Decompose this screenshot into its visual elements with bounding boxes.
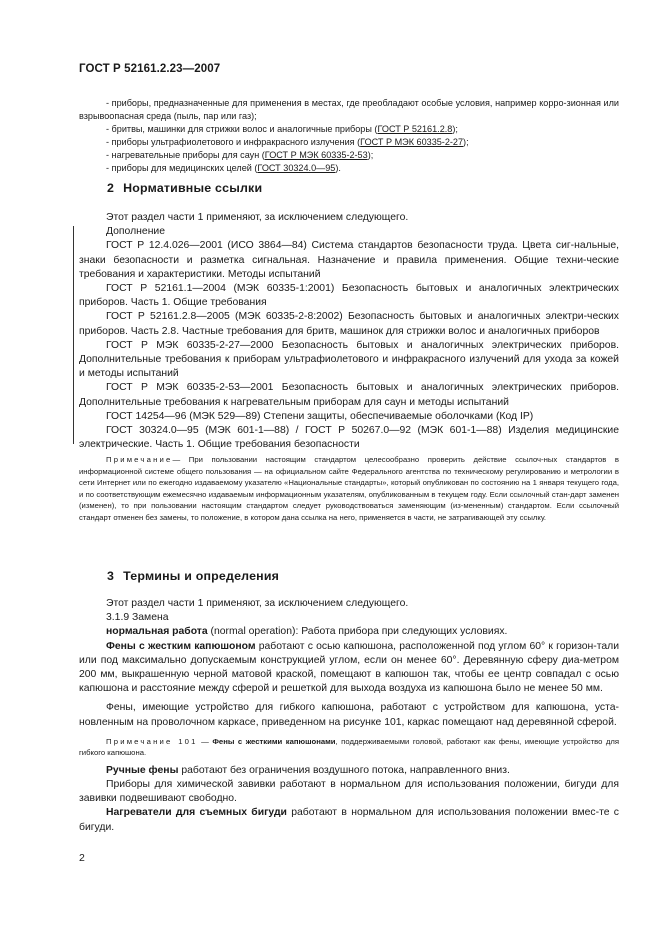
change-bar <box>73 226 74 444</box>
intro-list <box>79 97 619 176</box>
section-2-note: Примечание— При пользовании настоящим стандартом целесообразно проверить действие ссылоч-ных стандартов в информационной системе общего пользования — на официальном сайте Федерального агентства по техническому регулированию и метрологии в сети Интернет или по ежегодно издаваемому указателю «Национальные стандарты», который опубликован по состоянию на 1 января текущего года, и по соответствующим ежемесячно издаваемым информационным указателям, опубликованным в текущем году. Если ссылочный стан-дарт заменен (изменен), то при пользовании настоящим стандартом следует руководствоваться заменяющим (из-мененным) стандартом. Если ссылочный стандарт отменен без замены, то положение, в котором дана ссылка на него, применяется в части, не затрагивающей эту ссылку. <box>79 455 619 522</box>
list-item: - приборы ультрафиолетового и инфракрасного излучения (ГОСТ Р МЭК 60335-2-27); <box>106 137 469 148</box>
paragraph-curler-heaters: Нагреватели для съемных бигуди работают в нормальном для использования положении вмес-те с бигуди. <box>79 807 619 833</box>
page-number: 2 <box>79 852 85 864</box>
definition-normal-operation: нормальная работа (normal operation): Работа прибора при следующих условиях. <box>106 626 508 638</box>
section-3-intro: Этот раздел части 1 применяют, за исключением следующего. <box>106 598 409 609</box>
list-item: - приборы для медицинских целей (ГОСТ 30324.0—95). <box>106 163 341 174</box>
note-101: Примечание 101 — Фены с жесткими капюшонами, поддерживаемыми головой, работают как фены, имеющие устройство для гибкого капюшона. <box>79 736 620 758</box>
list-item: - нагревательные приборы для саун (ГОСТ Р МЭК 60335-2-53); <box>106 150 374 161</box>
normative-ref: ГОСТ Р МЭК 60335-2-53—2001 Безопасность бытовых и аналогичных электрических приборов. Дополнительные требования к нагревательным приборам для саун и методы испытаний <box>79 382 619 408</box>
normative-ref: ГОСТ Р МЭК 60335-2-27—2000 Безопасность бытовых и аналогичных электрических приборов. Дополнительные требования к приборам ультрафиолетового и инфракрасного излучений для ухода за кожей и методы испытаний <box>79 339 619 380</box>
normative-ref: ГОСТ 14254—96 (МЭК 529—89) Степени защиты, обеспечиваемые оболочками (Код IP) <box>106 410 534 422</box>
page-header: ГОСТ Р 52161.2.23—2007 <box>79 63 221 75</box>
paragraph-hand-dryers: Ручные фены работают без ограничения воздушного потока, направленного вниз. <box>106 764 510 776</box>
list-item: - приборы, предназначенные для применения в местах, где преобладают особые условия, например корро-зионная или взрывоопасная среда (пыль, пар или газ); <box>79 98 619 122</box>
ref-link[interactable]: ГОСТ Р МЭК 60335-2-27 <box>360 137 464 148</box>
addition-label: Дополнение <box>106 226 166 238</box>
list-item: - бритвы, машинки для стрижки волос и аналогичные приборы (ГОСТ Р 52161.2.8); <box>106 124 458 135</box>
clause-label: 3.1.9 Замена <box>106 612 169 624</box>
section-2-body <box>79 211 619 452</box>
paragraph-perm-devices: Приборы для химической завивки работают в нормальном для использования положении, бигуди для завивки подвешивают свободно. <box>79 779 619 805</box>
paragraph-flexible-hood: Фены, имеющие устройство для гибкого капюшона, работают с устройством для капюшона, уста-новленным на проволочном каркасе, приведенном на рисунке 101, каркас помещают над деревянной сферой. <box>79 702 619 728</box>
section-2-intro: Этот раздел части 1 применяют, за исключением следующего. <box>106 212 409 223</box>
normative-ref: ГОСТ Р 52161.2.8—2005 (МЭК 60335-2-8:2002) Безопасность бытовых и аналогичных электри-ческих приборов. Часть 2.8. Частные требования для бритв, машинок для стрижки волос и аналогичных приборов <box>79 311 619 337</box>
ref-link[interactable]: ГОСТ 30324.0—95 <box>257 163 336 174</box>
paragraph-rigid-hood: Фены с жестким капюшоном работают с осью капюшона, расположенной под углом 60° к горизон-тали или под максимально допускаемым конструкцией углом, если он менее 60°. Деревянную сферу диа-метром 200 мм, выкрашенную черной матовой краской, помещают в капюшон так, чтобы ее центр совпадал с осью капюшона и расстояние между сферой и решеткой для выхода воздуха из капюшона было не менее 50 мм. <box>79 640 619 695</box>
ref-link[interactable]: ГОСТ Р МЭК 60335-2-53 <box>264 150 368 161</box>
normative-ref: ГОСТ 30324.0—95 (МЭК 601-1—88) / ГОСТ Р 50267.0—92 (МЭК 601-1—88) Изделия медицинские электрические. Часть 1. Общие требования безопасности <box>79 425 619 451</box>
ref-link[interactable]: ГОСТ Р 52161.2.8 <box>377 124 453 135</box>
normative-ref: ГОСТ Р 52161.1—2004 (МЭК 60335-1:2001) Безопасность бытовых и аналогичных электрических приборов. Часть 1. Общие требования <box>79 283 619 309</box>
normative-ref: ГОСТ Р 12.4.026—2001 (ИСО 3864—84) Система стандартов безопасности труда. Цвета сиг-нальные, знаки безопасности и разметка сигнальная. Назначение и правила применения. Общие техни-ческие требования и характеристики. Методы испытаний <box>79 240 619 280</box>
section-2-heading: 2 Нормативные ссылки <box>107 181 263 195</box>
section-3-heading: 3 Термины и определения <box>107 569 280 583</box>
section-3-body <box>79 597 619 835</box>
